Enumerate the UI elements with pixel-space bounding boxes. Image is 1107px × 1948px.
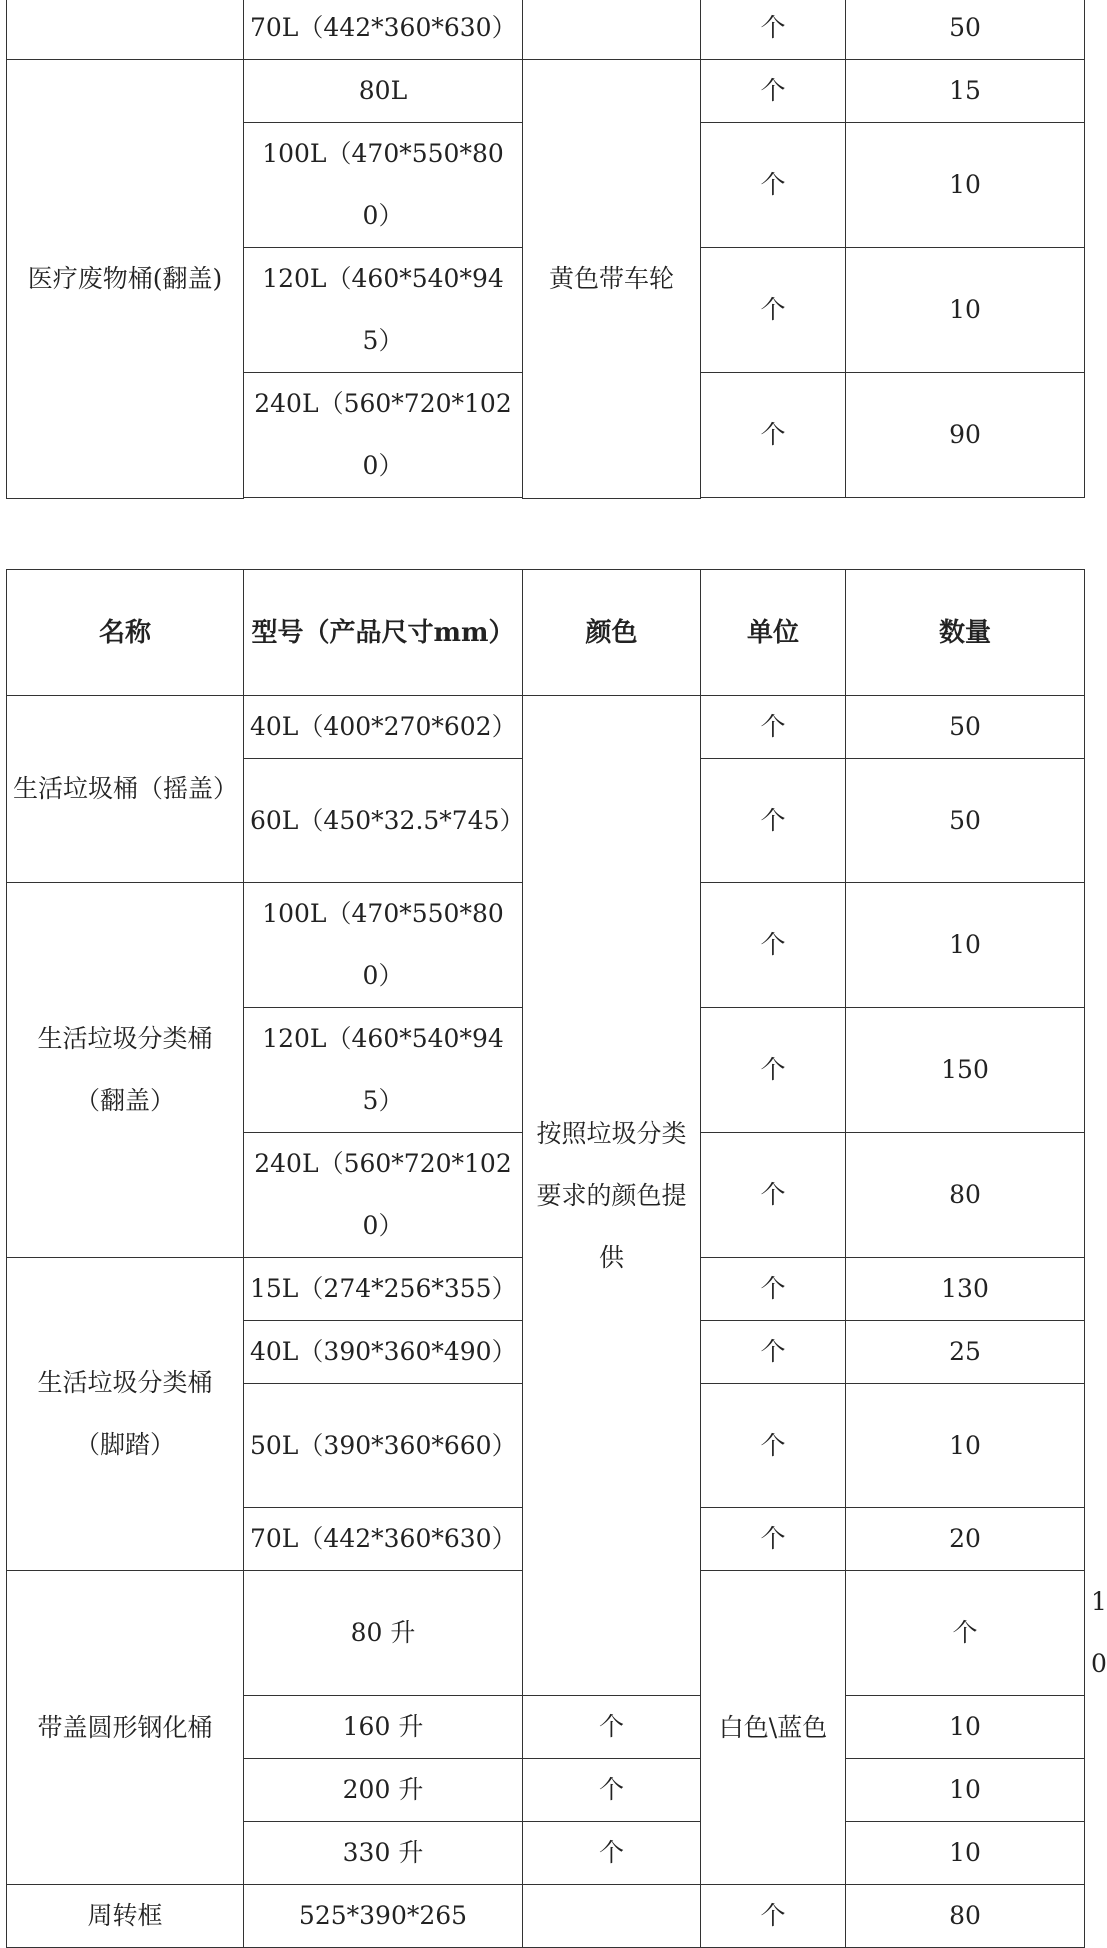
cell-unit: 个	[523, 1822, 701, 1885]
cell-unit: 个	[701, 123, 846, 248]
cell-unit: 个	[701, 1508, 846, 1571]
cell-color	[523, 0, 701, 60]
cell-model: 240L（560*720*1020）	[244, 1133, 523, 1258]
cell-qty: 80	[846, 1885, 1085, 1948]
cell-unit: 个	[701, 1384, 846, 1508]
cell-unit: 个	[701, 1133, 846, 1258]
cell-unit: 个	[701, 1885, 846, 1948]
cell-model: 70L（442*360*630）	[244, 1508, 523, 1571]
cell-name: 周转框	[7, 1885, 244, 1948]
cell-model: 200 升	[244, 1759, 523, 1822]
cell-name: 生活垃圾分类桶（翻盖）	[7, 883, 244, 1258]
cell-qty: 50	[846, 0, 1085, 60]
cell-model: 50L（390*360*660）	[244, 1384, 523, 1508]
cell-model: 330 升	[244, 1822, 523, 1885]
cell-model: 40L（400*270*602）	[244, 696, 523, 759]
medical-waste-bin-table	[6, 0, 1085, 499]
cell-model: 160 升	[244, 1696, 523, 1759]
header-qty: 数量	[846, 570, 1085, 696]
cell-name: 生活垃圾桶（摇盖）	[7, 696, 244, 883]
cell-qty: 10	[846, 883, 1085, 1008]
header-name: 名称	[7, 570, 244, 696]
cell-qty: 50	[846, 759, 1085, 883]
cell-model: 15L（274*256*355）	[244, 1258, 523, 1321]
cell-unit: 个	[701, 1321, 846, 1384]
cell-qty: 130	[846, 1258, 1085, 1321]
cell-unit: 个	[701, 883, 846, 1008]
cell-model: 100L（470*550*800）	[244, 123, 523, 248]
cell-name: 带盖圆形钢化桶	[7, 1571, 244, 1885]
table-row: 带盖圆形钢化桶 80 升 白色\蓝色 个 10	[7, 1571, 1085, 1696]
cell-unit: 个	[523, 1759, 701, 1822]
cell-qty: 10	[846, 1384, 1085, 1508]
cell-unit: 个	[701, 1258, 846, 1321]
cell-qty: 150	[846, 1008, 1085, 1133]
cell-qty: 25	[846, 1321, 1085, 1384]
cell-unit: 个	[701, 759, 846, 883]
cell-model: 40L（390*360*490）	[244, 1321, 523, 1384]
cell-color: 黄色带车轮	[523, 60, 701, 499]
cell-qty: 15	[846, 60, 1085, 123]
cell-name: 医疗废物桶(翻盖)	[7, 60, 244, 499]
table-row	[7, 1885, 1085, 1948]
cell-model: 80 升	[244, 1571, 523, 1696]
cell-qty: 20	[846, 1508, 1085, 1571]
header-model: 型号（产品尺寸mm）	[244, 570, 523, 696]
cell-qty: 90	[846, 373, 1085, 498]
table-header-row	[7, 570, 1085, 696]
cell-model: 60L（450*32.5*745）	[244, 759, 523, 883]
cell-unit: 个	[701, 1008, 846, 1133]
cell-color	[523, 1885, 701, 1948]
cell-model: 120L（460*540*945）	[244, 1008, 523, 1133]
cell-model: 525*390*265	[244, 1885, 523, 1948]
table-row	[7, 696, 1085, 759]
cell-unit: 个	[701, 60, 846, 123]
waste-bin-table	[6, 569, 1107, 1948]
cell-model: 120L（460*540*945）	[244, 248, 523, 373]
cell-model: 70L（442*360*630）	[244, 0, 523, 60]
cell-unit: 个	[701, 0, 846, 60]
header-color: 颜色	[523, 570, 701, 696]
cell-unit: 个	[523, 1696, 701, 1759]
cell-qty: 50	[846, 696, 1085, 759]
table-row	[7, 60, 1085, 123]
cell-name: 生活垃圾分类桶（脚踏）	[7, 1258, 244, 1571]
cell-unit: 个	[846, 1571, 1085, 1696]
cell-qty: 10	[846, 123, 1085, 248]
cell-model: 80L	[244, 60, 523, 123]
cell-qty: 10	[846, 1822, 1085, 1885]
table-row	[7, 0, 1085, 60]
cell-model: 240L（560*720*1020）	[244, 373, 523, 498]
cell-qty: 10	[846, 1759, 1085, 1822]
cell-qty: 80	[846, 1133, 1085, 1258]
cell-unit: 个	[701, 373, 846, 498]
cell-unit: 个	[701, 248, 846, 373]
cell-model: 100L（470*550*800）	[244, 883, 523, 1008]
cell-unit: 个	[701, 696, 846, 759]
cell-qty: 10	[846, 1696, 1085, 1759]
header-unit: 单位	[701, 570, 846, 696]
cell-qty: 10	[846, 248, 1085, 373]
cell-color: 按照垃圾分类要求的颜色提供	[523, 696, 701, 1696]
cell-color: 白色\蓝色	[701, 1571, 846, 1885]
cell-name	[7, 0, 244, 60]
